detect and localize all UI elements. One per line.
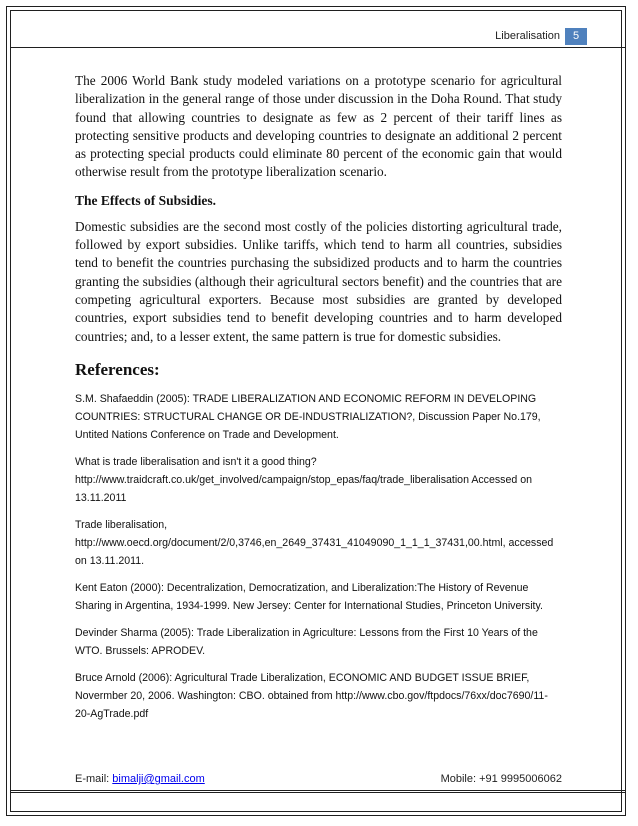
page-content — [75, 72, 562, 732]
reference-item: Devinder Sharma (2005): Trade Liberalization in Agriculture: Lessons from the First 10 Years of the WTO. Brussels: APRODEV. — [75, 626, 538, 657]
reference-item: Kent Eaton (2000): Decentralization, Democratization, and Liberalization:The History of Revenue Sharing in Argentina, 1934-1999. New Jersey: Center for International Studies, Princeton University. — [75, 581, 543, 612]
header-title: Liberalisation — [495, 30, 560, 42]
reference-item: S.M. Shafaeddin (2005): TRADE LIBERALIZATION AND ECONOMIC REFORM IN DEVELOPING COUNTRIES: STRUCTURAL CHANGE OR DE-INDUSTRIALIZATION?, Discussion Paper No.179, Untited Nations Conference on Trade and Development. — [75, 392, 541, 441]
reference-item: Trade liberalisation, http://www.oecd.org/document/2/0,3746,en_2649_37431_41049090_1_1_1_37431,00.html, accessed on 13.11.2011. — [75, 518, 554, 567]
footer-mobile: Mobile: +91 9995006062 — [440, 773, 562, 785]
email-label: E-mail: — [75, 773, 113, 785]
page-number: 5 — [565, 28, 587, 45]
email-link[interactable]: bimalji@gmail.com — [112, 773, 205, 785]
footer-divider — [10, 790, 626, 793]
subsidies-heading: The Effects of Subsidies. — [75, 192, 217, 208]
footer-email — [75, 773, 205, 785]
reference-item: What is trade liberalisation and isn't it a good thing? http://www.traidcraft.co.uk/get_involved/campaign/stop_epas/faq/trade_liberalisation Accessed on 13.11.2011 — [75, 455, 532, 504]
references-title: References: — [75, 359, 160, 379]
paragraph-subsidies: Domestic subsidies are the second most costly of the policies distorting agricultural trade, followed by export subsidies. Unlike tariffs, which tend to harm all countries, subsidies tend to benefit the countries purchasing the subsidized products and to harm the countries granting the subsidies (although their agricultural sectors benefit) and the countries that are competing agricultural exporters. Because most subsidies are granted by developed countries, export subsidies tend to benefit developing countries and to harm developed countries; and, to a lesser extent, the same pattern is true for domestic subsidies. — [75, 218, 562, 344]
header-divider — [10, 47, 626, 48]
reference-item: Bruce Arnold (2006): Agricultural Trade Liberalization, ECONOMIC AND BUDGET ISSUE BRIEF, Novermber 20, 2006. Washington: CBO. obtained from http://www.cbo.gov/ftpdocs/76xx/doc7690/11-20-AgTrade.pdf — [75, 671, 548, 720]
paragraph-world-bank-study: The 2006 World Bank study modeled variations on a prototype scenario for agricultural liberalization in the general range of those under discussion in the Doha Round. That study found that allowing countries to designate as few as 2 percent of their tariff lines as protecting sensitive products and developing countries to designate an additional 2 percent as protecting special products could eliminate 80 percent of the economic gain that would otherwise result from the prototype liberalization scenario. — [75, 73, 562, 180]
references-list — [75, 390, 562, 723]
